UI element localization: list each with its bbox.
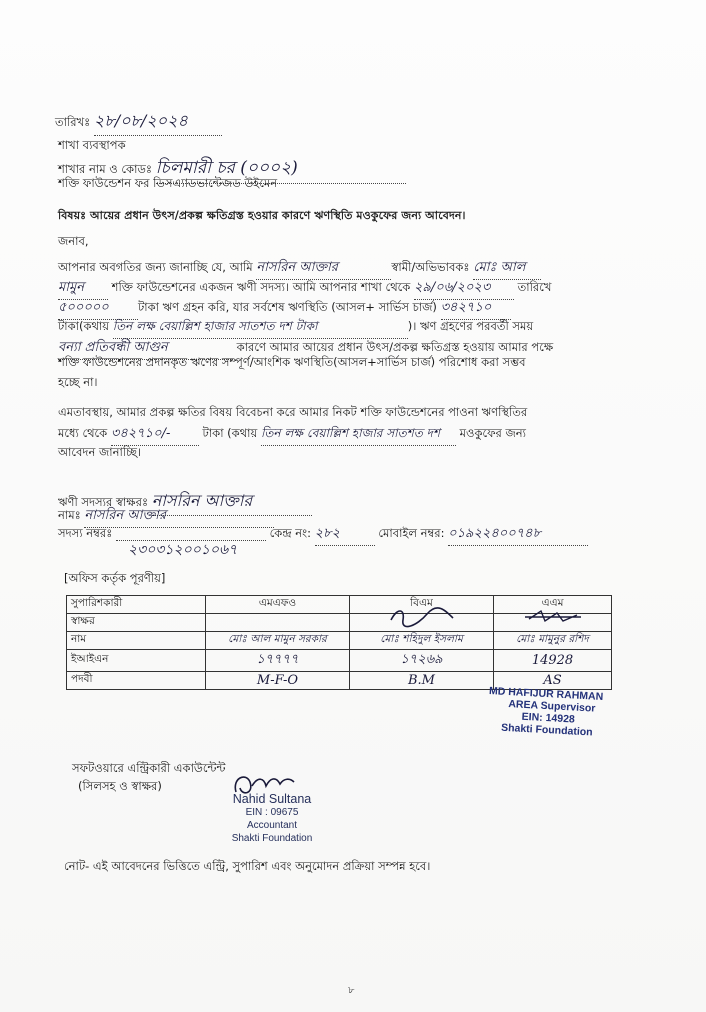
para2-line2 (58, 424, 526, 446)
member-name: নাসরিন আক্তার (84, 506, 274, 528)
para1-text-e: টাকা ঋণ গ্রহন করি, যার সর্বশেষ ঋণস্থিতি (আসল+ সার্ভিস চার্জ) (138, 300, 437, 314)
salutation: জনাব, (58, 234, 89, 248)
para2-line1: এমতাবস্থায়, আমার প্রকল্প ক্ষতির বিষয় বিবেচনা করে আমার নিকট শক্তি ফাউন্ডেশনের পাওনা ঋণস্থিতির (58, 405, 528, 419)
accountant-label: সফটওয়ারে এন্ট্রিকারী একাউন্টেন্ট (72, 761, 226, 775)
para1-line6: শক্তি ফাউন্ডেশনের প্রদানকৃত ঋণের সম্পূর্ণ/আংশিক ঋণস্থিতি(আসল+সার্ভিস চার্জ) পরিশোধ করা সম্ভব (58, 355, 526, 369)
applicant-name: নাসরিন আক্তার (256, 258, 391, 280)
table-cell: মোঃ শহিদুল ইসলাম (350, 632, 494, 650)
guardian-name-cont: মামুন (58, 278, 108, 300)
table-row (67, 632, 612, 650)
office-use-title: [অফিস কর্তৃক পূরণীয়] (64, 571, 166, 585)
para2-text-a: মধ্যে থেকে (58, 426, 108, 440)
para1-text-d: তারিখে (517, 280, 552, 294)
row-label: নাম (67, 632, 206, 650)
table-cell (350, 614, 494, 632)
table-row (67, 614, 612, 632)
guardian-name: মোঃ আল (473, 258, 541, 280)
para1-text-g: )। ঋণ গ্রহণের পরবর্তী সময় (407, 319, 534, 333)
para1-text-h: কারণে আমার আয়ের প্রধান উৎস/প্রকল্প ক্ষতিগ্রস্ত হওয়ায় আমার পক্ষে (236, 340, 554, 354)
stamp-org: Shakti Foundation (500, 721, 593, 739)
table-header-cell: সুপারিশকারী (67, 596, 206, 614)
branch-value: চিলমারী চর (০০০২) (156, 155, 406, 184)
waive-amount: ৩৪২৭১০/- (111, 424, 199, 446)
outstanding-balance: ৩৪২৭১০ (441, 298, 511, 320)
kendra-label: কেন্দ্র নং: (269, 526, 311, 540)
member-id-label: সদস্য নম্বরঃ (58, 526, 113, 540)
table-cell: M-F-O (206, 672, 350, 690)
date-label: তারিখঃ (55, 115, 91, 129)
row-label: স্বাক্ষর (67, 614, 206, 632)
table-cell (206, 614, 350, 632)
area-supervisor-stamp (487, 685, 604, 739)
row-label: পদবী (67, 672, 206, 690)
balance-in-words: তিন লক্ষ বেয়াল্লিশ হাজার সাতশত দশ টাকা (113, 318, 408, 339)
branch-label: শাখার নাম ও কোডঃ (58, 162, 153, 176)
para2-text-b: টাকা (কথায় (202, 426, 258, 440)
para1-line3 (58, 298, 511, 320)
damage-reason: বন্যা প্রতিবন্ধী আগুন (58, 338, 233, 360)
para1-line2 (58, 278, 551, 300)
table-cell: 14928 (494, 650, 612, 672)
table-row (67, 650, 612, 672)
table-cell (494, 614, 612, 632)
accountant-org: Shakti Foundation (231, 833, 313, 844)
member-signature: নাসরিন আক্তার (152, 488, 312, 516)
footer-note: নোট- এই আবেদনের ভিত্তিতে এন্ট্রি, সুপারিশ এবং অনুমোদন প্রক্রিয়া সম্পন্ন হবে। (64, 859, 431, 873)
member-signature-label: ঋণী সদস্যর স্বাক্ষরঃ (58, 495, 149, 509)
mobile-label: মোবাইল নম্বর: (378, 526, 445, 540)
table-header-cell: এএম (494, 596, 612, 614)
stamp-name: MD HAFIJUR RAHMAN (488, 685, 604, 704)
member-name-label: নামঃ (58, 508, 81, 522)
para1-line4 (58, 318, 533, 339)
table-cell: B.M (350, 672, 494, 690)
date-value: ২৮/০৮/২০২৪ (94, 108, 222, 136)
accountant-title: Accountant (246, 820, 298, 831)
para1-text-b: স্বামী/অভিভাবকঃ (391, 260, 470, 274)
table-cell: ১৭২৬৯ (350, 650, 494, 672)
kendra-number: ২৮২ (315, 524, 375, 546)
row-label: ইআইএন (67, 650, 206, 672)
table-cell: মোঃ মামুনুর রশিদ (494, 632, 612, 650)
table-cell: AS (494, 672, 612, 690)
table-cell: মোঃ আল মামুন সরকার (206, 632, 350, 650)
accountant-name: Nahid Sultana (232, 792, 312, 806)
subject-line: বিষয়ঃ আয়ের প্রধান উৎস/প্রকল্প ক্ষতিগ্রস্ত হওয়ার কারণে ঋণস্থিতি মওকুফের জন্য আবেদন। (58, 209, 466, 222)
para1-text-c: শক্তি ফাউন্ডেশনের একজন ঋণী সদস্য। আমি আপনার শাখা থেকে (111, 280, 411, 294)
para1-text-f: টাকা(কথায় (58, 319, 110, 333)
table-header-cell: বিএম (350, 596, 494, 614)
accountant-ein: EIN : 09675 (245, 807, 299, 818)
para1-line7: হচ্ছে না। (58, 375, 98, 389)
am-signature (523, 607, 583, 627)
page-number: ৮ (348, 985, 355, 996)
loan-date: ২৯/০৬/২০২৩ (414, 278, 514, 300)
addressee-title: শাখা ব্যবস্থাপক (58, 138, 126, 152)
para1-text-a: আপনার অবগতির জন্য জানাচ্ছি যে, আমি (58, 260, 253, 274)
para2-line3: আবেদন জানাচ্ছি। (58, 445, 142, 459)
loan-amount: ৫০০০০০ (58, 298, 138, 320)
para2-text-c: মওকুফের জন্য (459, 426, 526, 440)
stamp-designation: AREA Supervisor (508, 698, 596, 715)
member-id: ২৩০৩১২০০১০৬৭ (128, 542, 238, 558)
para1-line1 (58, 258, 541, 280)
recommendation-table (66, 595, 612, 690)
organization-name: শক্তি ফাউন্ডেশন ফর ডিসএ্যাডভান্টেজড উইমেন (58, 176, 278, 190)
waive-amount-words: তিন লক্ষ বেয়াল্লিশ হাজার সাতশত দশ (261, 425, 456, 446)
date-row (55, 108, 222, 136)
bm-signature (387, 606, 457, 628)
table-header-cell: এমএফও (206, 596, 350, 614)
seal-signature-label: (সিলসহ ও স্বাক্ষর) (78, 779, 162, 793)
stamp-ein: EIN: 14928 (521, 710, 576, 726)
accountant-stamp (204, 793, 340, 845)
table-cell: ১৭৭৭৭ (206, 650, 350, 672)
mobile-number: ০১৯২২৪০০৭৪৮ (448, 524, 588, 546)
